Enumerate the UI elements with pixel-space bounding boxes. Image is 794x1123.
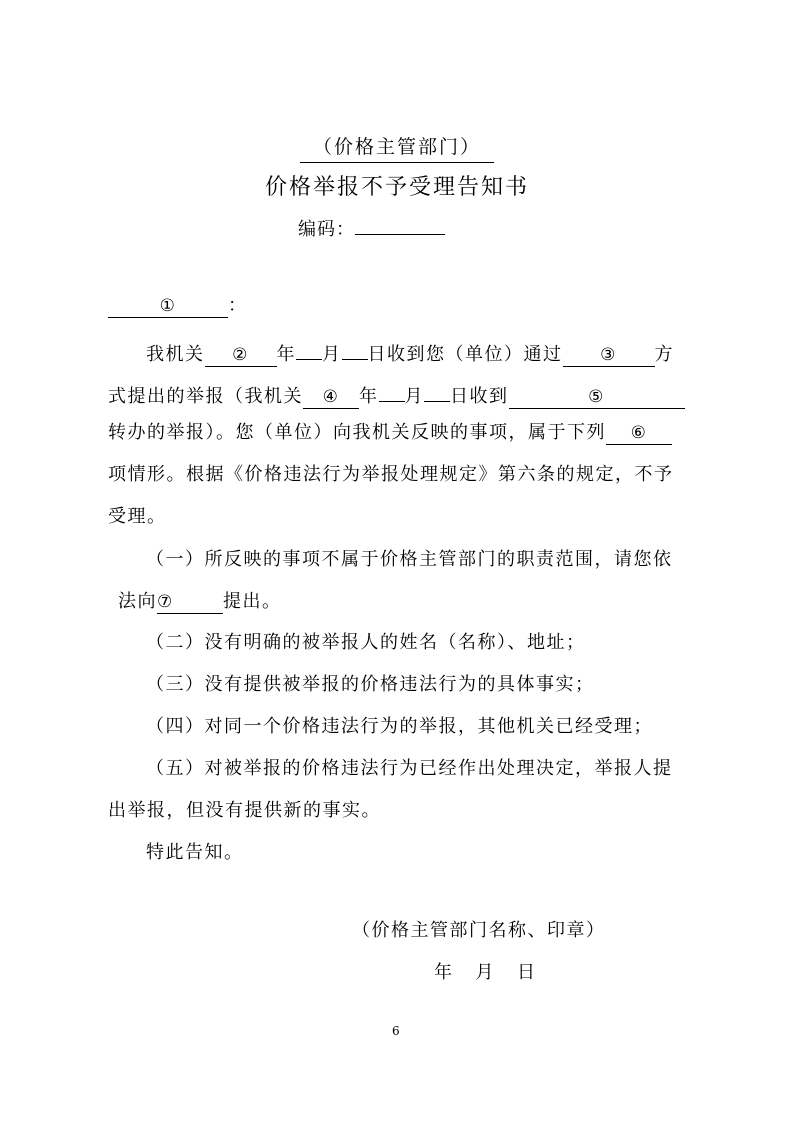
- code-field: [298, 212, 445, 241]
- signature-date: [434, 961, 537, 985]
- year-label: 年: [276, 344, 296, 365]
- marker-3-blank: ③: [563, 344, 655, 367]
- item-5-line-1: （五）对被举报的价格违法行为已经作出处理决定，举报人提: [146, 758, 673, 779]
- marker-4-blank: ④: [303, 386, 359, 409]
- text-segment: 提出。: [223, 591, 282, 612]
- text-segment: 法向: [118, 591, 157, 612]
- text-segment: 我机关: [146, 344, 205, 365]
- month-blank: [379, 379, 405, 402]
- closing-text: 特此告知。: [146, 842, 244, 863]
- text-segment: 式提出的举报（我机关: [108, 386, 303, 407]
- marker-1-blank: ①: [108, 295, 228, 318]
- item-4: （四）对同一个价格违法行为的举报，其他机关已经受理；: [146, 716, 653, 737]
- code-label: 编码：: [298, 219, 355, 240]
- marker-6-blank: ⑥: [606, 422, 672, 445]
- month-label: 月: [404, 386, 424, 407]
- item-3: （三）没有提供被举报的价格违法行为的具体事实；: [146, 674, 595, 695]
- paragraph-1-line-4: 项情形。根据《价格违法行为举报处理规定》第六条的规定，不予: [108, 464, 674, 485]
- date-day-label: 日: [517, 962, 537, 983]
- page-number: 6: [392, 1024, 400, 1038]
- paragraph-1-line-3: [108, 421, 672, 445]
- month-label: 月: [322, 344, 342, 365]
- item-1-line-1: （一）所反映的事项不属于价格主管部门的职责范围，请您依: [146, 549, 673, 570]
- date-month-label: 月: [475, 962, 495, 983]
- day-blank: [342, 337, 368, 360]
- marker-2-blank: ②: [205, 344, 277, 367]
- item-1-line-2: [118, 590, 282, 614]
- item-2: （二）没有明确的被举报人的姓名（名称）、地址；: [146, 632, 586, 653]
- salutation-colon: ：: [228, 295, 248, 316]
- year-label: 年: [359, 386, 379, 407]
- marker-5-blank: ⑤: [509, 386, 685, 409]
- seal-line: （价格主管部门名称、印章）: [352, 920, 606, 941]
- code-blank: [355, 212, 445, 235]
- salutation: [108, 294, 248, 318]
- text-segment: 方: [654, 344, 674, 365]
- date-year-label: 年: [434, 962, 454, 983]
- marker-7-blank: ⑦: [157, 591, 223, 614]
- paragraph-1-line-1: [146, 337, 674, 367]
- item-5-line-2: 出举报，但没有提供新的事实。: [108, 800, 381, 821]
- document-title: 价格举报不予受理告知书: [264, 175, 529, 200]
- paragraph-1-line-2: [108, 379, 685, 409]
- text-segment: 转办的举报）。您（单位）向我机关反映的事项，属于下列: [108, 422, 606, 443]
- day-blank: [424, 379, 450, 402]
- text-segment: 日收到您（单位）通过: [367, 344, 563, 365]
- text-segment: 日收到: [450, 386, 509, 407]
- department-heading: （价格主管部门）: [300, 132, 494, 163]
- month-blank: [296, 337, 322, 360]
- paragraph-1-line-5: 受理。: [108, 506, 167, 527]
